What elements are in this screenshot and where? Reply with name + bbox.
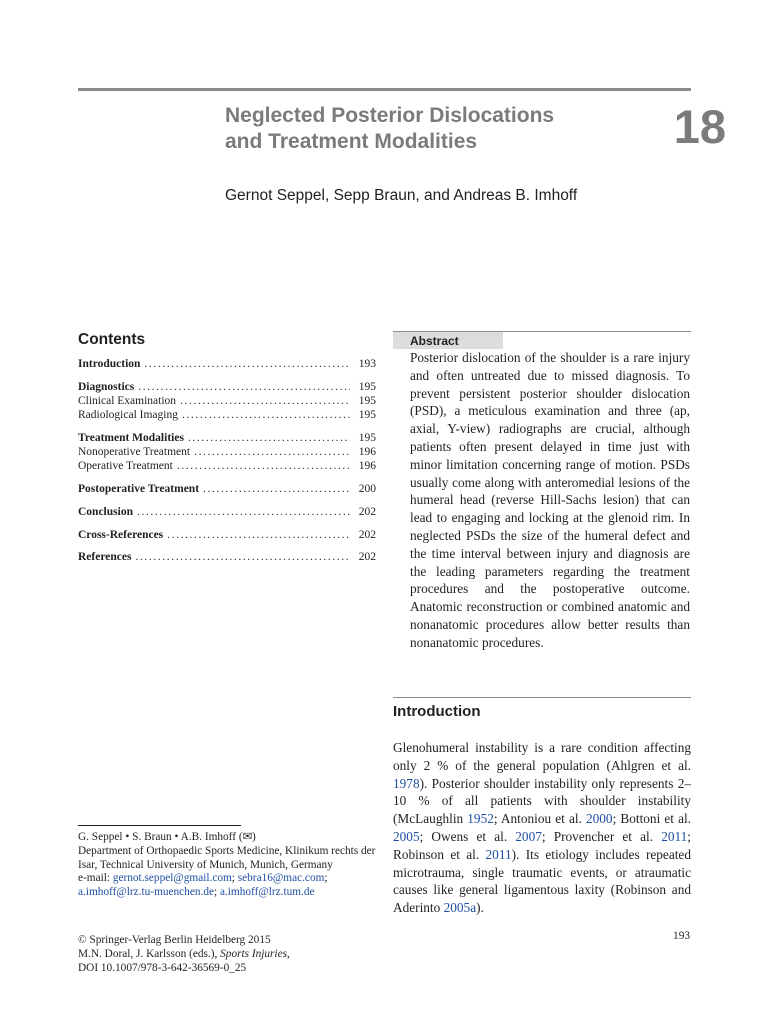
toc-entry-label: Treatment Modalities — [78, 431, 184, 444]
citation-link[interactable]: 2011 — [661, 828, 688, 844]
toc-entry[interactable] — [78, 408, 376, 422]
citation-link[interactable]: 2000 — [585, 811, 613, 827]
book-editors: M.N. Doral, J. Karlsson (eds.), — [78, 948, 221, 960]
book-citation — [78, 947, 378, 961]
toc-entry-label: Cross-References — [78, 528, 164, 541]
toc-leader-dots — [203, 482, 350, 496]
footnote-names: G. Seppel • S. Braun • A.B. Imhoff (✉) — [78, 831, 256, 843]
toc-entry-page: 195 — [358, 380, 376, 393]
toc-entry-page: 193 — [358, 358, 376, 370]
table-of-contents — [78, 357, 376, 565]
toc-entry[interactable] — [78, 528, 376, 542]
toc-entry[interactable] — [78, 380, 376, 394]
introduction-text: ; Owens et al. — [419, 828, 516, 844]
toc-entry-label: Introduction — [78, 358, 141, 370]
book-citation-suffix: , — [286, 948, 290, 960]
toc-leader-dots — [182, 408, 350, 422]
book-title: Sports Injuries — [220, 948, 287, 960]
top-rule — [78, 88, 691, 91]
introduction-heading: Introduction — [393, 703, 481, 720]
chapter-title-line1: Neglected Posterior Dislocations — [225, 104, 555, 127]
page-number: 193 — [673, 930, 690, 942]
citation-link[interactable]: 2005a — [443, 900, 477, 916]
citation-link[interactable]: 2007 — [515, 828, 542, 844]
footnote-emails: e-mail: gernot.seppel@gmail.com; sebra16@mac.com; a.imhoff@lrz.tu-muenchen.de; a.imhoff@lrz.tum.de — [78, 872, 328, 899]
email-link[interactable]: gernot.seppel@gmail.com — [112, 872, 232, 885]
chapter-authors: Gernot Seppel, Sepp Braun, and Andreas B. Imhoff — [225, 187, 578, 204]
email-link[interactable]: a.imhoff@lrz.tum.de — [219, 886, 315, 899]
footnote-rule — [78, 825, 241, 826]
introduction-text: ; Robinson et al. — [393, 828, 691, 862]
toc-entry-page: 195 — [358, 409, 376, 422]
toc-entry-label: References — [78, 551, 132, 564]
toc-leader-dots — [144, 357, 350, 371]
chapter-title-line2: and Treatment Modalities — [225, 130, 478, 153]
introduction-text: ; Antoniou et al. — [493, 811, 586, 827]
toc-leader-dots — [167, 528, 350, 542]
footnote-email-prefix: e-mail: — [78, 872, 113, 885]
contents-heading: Contents — [78, 331, 146, 348]
citation-link[interactable]: 2005 — [393, 828, 420, 844]
author-footnote — [78, 831, 378, 900]
toc-leader-dots — [188, 431, 350, 445]
toc-leader-dots — [137, 505, 350, 519]
chapter-number: 18 — [673, 100, 726, 153]
abstract-body: Posterior dislocation of the shoulder is a rare injury and often untreated due to missed diagnosis. To prevent persistent posterior shoulder dislocation (PSD), a meticulous examination and three (ap, axial, Y-view) radiographs are crucial, although patients often present delayed in time just with minor limitation concerning range of motion. PSDs usually come along with anteromedial lesions of the humeral head (reverse Hill-Sachs lesion) that can lead to engaging and locking at the glenoid rim. In neglected PSDs the size of the humeral defect and the time interval between injury and diagnosis are the leading parameters regarding the treatment procedures and the postoperative outcome. Anatomic reconstruction or combined anatomic and nonanatomic procedures allow better results than nonanatomic procedures. — [410, 350, 690, 650]
toc-entry-label: Diagnostics — [78, 380, 135, 393]
toc-entry-page: 195 — [358, 394, 376, 407]
toc-entry-page: 196 — [358, 460, 376, 473]
toc-entry-label: Conclusion — [78, 505, 133, 518]
toc-entry[interactable] — [78, 445, 376, 459]
citation-link[interactable]: 1952 — [467, 811, 494, 827]
toc-leader-dots — [135, 550, 350, 564]
footnote-affiliation: Department of Orthopaedic Sports Medicine, Klinikum rechts der Isar, Technical University of Munich, Munich, Germany — [78, 844, 376, 871]
toc-entry-label: Operative Treatment — [78, 460, 173, 473]
introduction-text: ). — [476, 900, 484, 916]
toc-leader-dots — [180, 394, 350, 408]
email-link[interactable]: sebra16@mac.com — [237, 872, 325, 885]
introduction-text: ). Posterior shoulder instability only represents 2–10 % of all patients with shoulder instability (McLaughlin — [393, 775, 691, 827]
introduction-text: ; Bottoni et al. — [612, 811, 691, 827]
toc-entry-label: Postoperative Treatment — [78, 483, 200, 496]
citation-link[interactable]: 1978 — [393, 775, 420, 791]
toc-entry-page: 196 — [358, 446, 376, 459]
introduction-rule — [393, 697, 691, 698]
toc-entry-page: 200 — [358, 483, 376, 496]
toc-entry-label: Nonoperative Treatment — [78, 446, 191, 459]
email-link[interactable]: a.imhoff@lrz.tu-muenchen.de — [78, 886, 214, 899]
toc-entry[interactable] — [78, 505, 376, 519]
toc-entry-page: 202 — [358, 551, 376, 564]
abstract-label: Abstract — [410, 334, 459, 348]
toc-entry[interactable] — [78, 550, 376, 564]
toc-leader-dots — [194, 445, 350, 459]
toc-leader-dots — [177, 459, 350, 473]
copyright-block — [78, 933, 378, 975]
toc-entry-page: 202 — [358, 528, 376, 541]
toc-entry-page: 195 — [358, 431, 376, 444]
introduction-text: ). Its etiology includes repeated microtrauma, single traumatic events, or atraumatic causes like general ligamentous laxity (Robinson and Aderinto — [393, 846, 691, 916]
toc-entry[interactable] — [78, 357, 376, 371]
toc-entry[interactable] — [78, 459, 376, 473]
toc-leader-dots — [138, 380, 350, 394]
toc-entry[interactable] — [78, 394, 376, 408]
introduction-text: Glenohumeral instability is a rare condition affecting only 2 % of the general population (Ahlgren et al. — [393, 740, 691, 773]
toc-entry[interactable] — [78, 431, 376, 445]
citation-link[interactable]: 2011 — [485, 846, 512, 862]
chapter-title — [225, 103, 625, 155]
doi: DOI 10.1007/978-3-642-36569-0_25 — [78, 962, 247, 974]
introduction-body — [393, 739, 691, 917]
toc-entry-label: Clinical Examination — [78, 394, 177, 407]
toc-entry-page: 202 — [358, 505, 376, 518]
copyright-line: © Springer-Verlag Berlin Heidelberg 2015 — [78, 934, 271, 946]
introduction-text: ; Provencher et al. — [541, 828, 662, 844]
toc-entry-label: Radiological Imaging — [78, 409, 178, 422]
toc-entry[interactable] — [78, 482, 376, 496]
